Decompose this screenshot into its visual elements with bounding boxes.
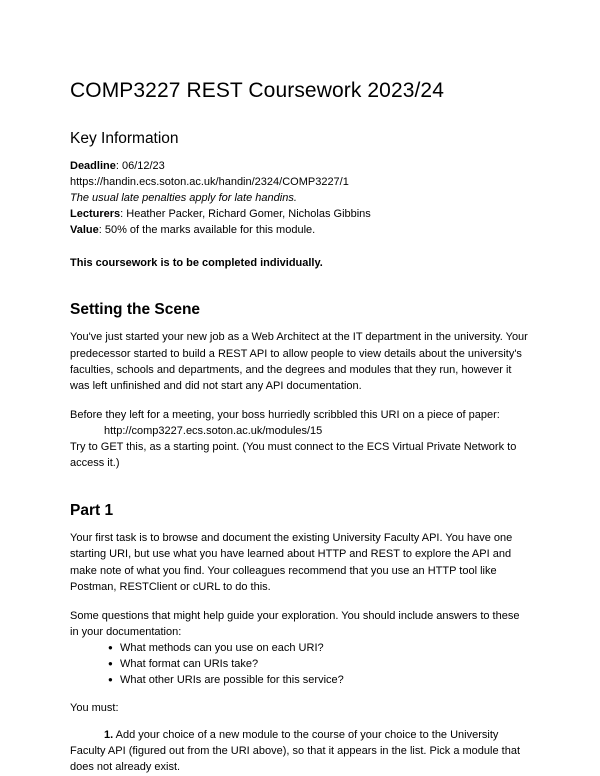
late-penalties-text: The usual late penalties apply for late handins. [70,192,297,205]
heading-setting-the-scene: Setting the Scene [70,300,201,318]
deadline-label: Deadline [70,159,116,172]
lecturers-label: Lecturers [70,208,121,221]
part1-paragraph-2: Some questions that might help guide your exploration. You should include answers to these in your documentation: [70,609,520,638]
value-value: : 50% of the marks available for this module. [98,224,316,237]
scene-paragraph-3: Try to GET this, as a starting point. (You must connect to the ECS Virtual Private Network to access it.) [70,441,517,470]
deadline-line [70,158,530,174]
scene-uri[interactable]: http://comp3227.ecs.soton.ac.uk/modules/15 [104,425,323,438]
list-item: ● What other URIs are possible for this service? [108,672,530,688]
part1-you-must: You must: [70,701,119,714]
part1-question-list [70,640,530,688]
lecturers-line [70,206,530,222]
part1-paragraph-1: Your first task is to browse and document the existing University Faculty API. You have one starting URI, but use what you have learned about HTTP and REST to explore the API and make note of what you find. Your colleagues recommend that you use an HTTP tool like Postman, RESTClient or cURL to do this. [70,532,513,593]
individual-work-note: This coursework is to be completed individually. [70,256,323,269]
handin-url[interactable]: https://handin.ecs.soton.ac.uk/handin/2324/COMP3227/1 [70,176,349,188]
part1-task-1-number: 1. [104,728,114,741]
key-information-block [70,158,530,239]
value-line [70,222,530,238]
value-label: Value [70,224,99,237]
heading-key-information: Key Information [70,130,179,148]
list-item: ● What format can URIs take? [108,656,530,672]
scene-paragraph-1: You've just started your new job as a Web Architect at the IT department in the university. Your predecessor started to build a REST API to allow people to view details about the university's faculties, schools and departments, and the degrees and modules that they run, however it was left unfinished and did not start any API documentation. [70,331,528,392]
lecturers-value: : Heather Packer, Richard Gomer, Nicholas Gibbins [120,208,371,221]
part1-task-1 [70,727,530,775]
part1-task-1-text: Add your choice of a new module to the course of your choice to the University Faculty API (figured out from the URI above), so that it appears in the list. Pick a module that does not already exist. [70,728,520,774]
heading-part-1: Part 1 [70,501,114,519]
list-item: ● What methods can you use on each URI? [108,640,530,656]
deadline-value: : 06/12/23 [115,159,165,172]
page-title: COMP3227 REST Coursework 2023/24 [70,79,444,102]
scene-paragraph-2: Before they left for a meeting, your boss hurriedly scribbled this URI on a piece of paper: [70,409,500,421]
late-penalties-note [70,190,530,206]
